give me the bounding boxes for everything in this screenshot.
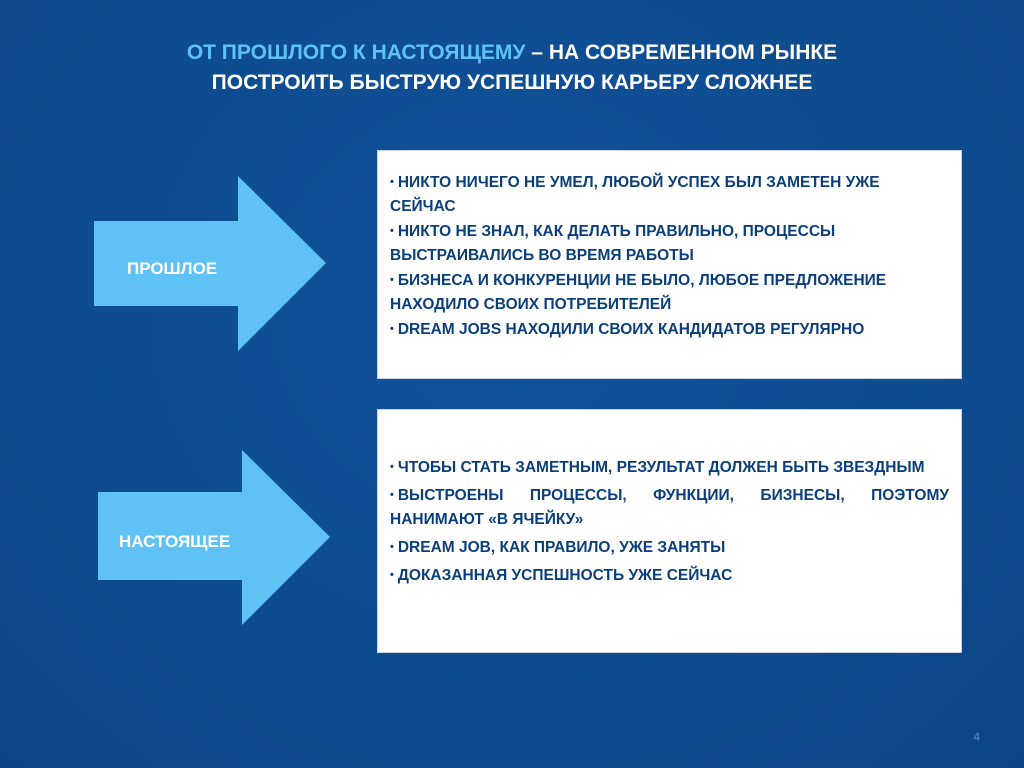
bullet: • (390, 176, 394, 188)
bullet: • (390, 541, 394, 553)
present-label: НАСТОЯЩЕЕ (119, 532, 231, 551)
bullet: • (390, 461, 394, 473)
list-item: • ЧТОБЫ СТАТЬ ЗАМЕТНЫМ, РЕЗУЛЬТАТ ДОЛЖЕН БЫТЬ ЗВЕЗДНЫМ (390, 459, 925, 476)
title-line2: ПОСТРОИТЬ БЫСТРУЮ УСПЕШНУЮ КАРЬЕРУ СЛОЖНЕЕ (211, 71, 813, 94)
list-item: • DREAM JOBS НАХОДИЛИ СВОИХ КАНДИДАТОВ РЕГУЛЯРНО (390, 321, 865, 338)
list-item: • DREAM JOB, КАК ПРАВИЛО, УЖЕ ЗАНЯТЫ (390, 539, 726, 556)
present-panel (377, 409, 962, 653)
past-panel (377, 150, 962, 379)
past-list (390, 170, 947, 342)
past-label: ПРОШЛОЕ (127, 259, 218, 278)
list-item: • НИКТО НЕ ЗНАЛ, КАК ДЕЛАТЬ ПРАВИЛЬНО, ПРОЦЕССЫ ВЫСТРАИВАЛИСЬ ВО ВРЕМЯ РАБОТЫ (390, 223, 836, 264)
list-item: • ВЫСТРОЕНЫ ПРОЦЕССЫ, ФУНКЦИИ, БИЗНЕСЫ, ПОЭТОМУ НАНИМАЮТ «В ЯЧЕЙКУ» (390, 487, 949, 528)
title-rest: – НА СОВРЕМЕННОМ РЫНКЕ (525, 41, 838, 64)
bullet: • (390, 225, 394, 237)
bullet: • (390, 274, 394, 286)
list-item: • НИКТО НИЧЕГО НЕ УМЕЛ, ЛЮБОЙ УСПЕХ БЫЛ ЗАМЕТЕН УЖЕ СЕЙЧАС (390, 174, 880, 215)
bullet: • (390, 489, 394, 501)
page-number: 4 (973, 730, 980, 744)
title-accent: ОТ ПРОШЛОГО К НАСТОЯЩЕМУ (186, 41, 526, 64)
present-list (390, 455, 949, 588)
bullet: • (390, 569, 394, 581)
list-item: • ДОКАЗАННАЯ УСПЕШНОСТЬ УЖЕ СЕЙЧАС (390, 567, 733, 584)
slide-title (0, 38, 1024, 98)
list-item: • БИЗНЕСА И КОНКУРЕНЦИИ НЕ БЫЛО, ЛЮБОЕ ПРЕДЛОЖЕНИЕ НАХОДИЛО СВОИХ ПОТРЕБИТЕЛЕЙ (390, 272, 887, 313)
bullet: • (390, 323, 394, 335)
